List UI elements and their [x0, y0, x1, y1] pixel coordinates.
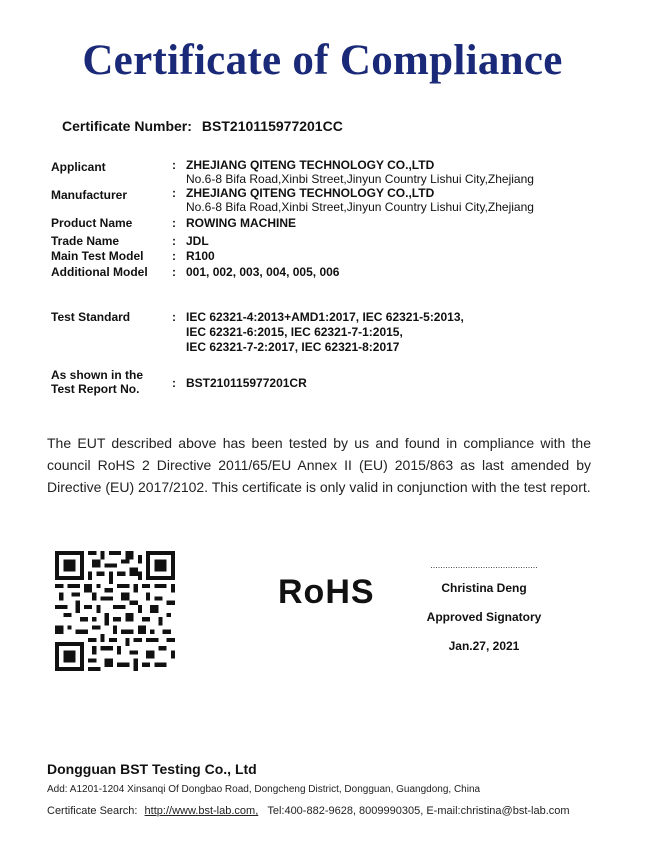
- footer-address: Add: A1201-1204 Xinsanqi Of Dongbao Road, Dongcheng District, Dongguan, Guangdong, China: [47, 784, 481, 795]
- applicant-colon: :: [172, 158, 176, 172]
- trade-name-label: Trade Name: [51, 234, 120, 248]
- certificate-search-link[interactable]: http://www.bst-lab.com,: [144, 805, 259, 817]
- main-test-model-label: Main Test Model: [51, 249, 144, 263]
- additional-model-text: 001, 002, 003, 004, 005, 006: [186, 265, 340, 279]
- manufacturer-value: [186, 186, 616, 214]
- test-standard-value: [186, 310, 616, 355]
- manufacturer-name: ZHEJIANG QITENG TECHNOLOGY CO.,LTD: [186, 186, 435, 200]
- additional-model-label: Additional Model: [51, 265, 148, 279]
- footer-contact: Tel:400-882-9628, 8009990305, E-mail:christina@bst-lab.com: [267, 805, 570, 817]
- test-report-number: BST210115977201CR: [186, 376, 307, 390]
- test-standard-line-1: IEC 62321-4:2013+AMD1:2017, IEC 62321-5:2013,: [186, 310, 464, 324]
- product-name-text: ROWING MACHINE: [186, 216, 296, 230]
- signatory-title: Approved Signatory: [426, 610, 542, 624]
- main-test-model-text: R100: [186, 249, 215, 263]
- signatory-block: [410, 560, 558, 657]
- signatory-date: Jan.27, 2021: [448, 639, 520, 653]
- certificate-number-label: Certificate Number:: [62, 118, 192, 134]
- manufacturer-address: No.6-8 Bifa Road,Xinbi Street,Jinyun Country Lishui City,Zhejiang: [186, 200, 534, 214]
- trade-name-colon: :: [172, 234, 176, 248]
- applicant-address: No.6-8 Bifa Road,Xinbi Street,Jinyun Country Lishui City,Zhejiang: [186, 172, 534, 186]
- applicant-name: ZHEJIANG QITENG TECHNOLOGY CO.,LTD: [186, 158, 435, 172]
- test-standard-label: Test Standard: [51, 310, 131, 324]
- test-report-label-line-1: As shown in the: [51, 368, 144, 382]
- applicant-label: Applicant: [51, 160, 106, 174]
- manufacturer-colon: :: [172, 186, 176, 200]
- trade-name-text: JDL: [186, 234, 209, 248]
- trade-name-value: [186, 234, 616, 248]
- certificate-number-value: BST210115977201CC: [201, 118, 343, 134]
- qr-code-icon[interactable]: [55, 551, 175, 671]
- certificate-search-label: Certificate Search:: [47, 805, 138, 817]
- footer-search: [47, 805, 570, 817]
- main-test-model-colon: :: [172, 249, 176, 263]
- test-report-colon: :: [172, 376, 176, 390]
- test-report-label: [51, 368, 169, 396]
- manufacturer-label: Manufacturer: [51, 188, 128, 202]
- main-test-model-value: [186, 249, 616, 263]
- test-standard-colon: :: [172, 310, 176, 324]
- product-name-label: Product Name: [51, 216, 133, 230]
- test-standard-line-3: IEC 62321-7-2:2017, IEC 62321-8:2017: [186, 340, 400, 354]
- applicant-value: [186, 158, 616, 186]
- test-report-value: [186, 376, 616, 390]
- certificate-title: Certificate of Compliance: [82, 37, 563, 84]
- signatory-name: Christina Deng: [441, 581, 527, 595]
- test-report-label-line-2: Test Report No.: [51, 382, 140, 396]
- rohs-mark: RoHS: [278, 573, 375, 611]
- footer-company: Dongguan BST Testing Co., Ltd: [47, 761, 257, 777]
- product-name-value: [186, 216, 616, 230]
- additional-model-value: [186, 265, 616, 279]
- product-name-colon: :: [172, 216, 176, 230]
- signature-line: ...........................................: [430, 560, 538, 570]
- certificate-number: [62, 118, 343, 134]
- test-standard-line-2: IEC 62321-6:2015, IEC 62321-7-1:2015,: [186, 325, 403, 339]
- compliance-statement: The EUT described above has been tested by us and found in compliance with the council RoHS 2 Directive 2011/65/EU Annex II (EU) 2015/863 as last amended by Directive (EU) 2017/2102. This certificate is only valid in conjunction with the test report.: [47, 435, 591, 495]
- additional-model-colon: :: [172, 265, 176, 279]
